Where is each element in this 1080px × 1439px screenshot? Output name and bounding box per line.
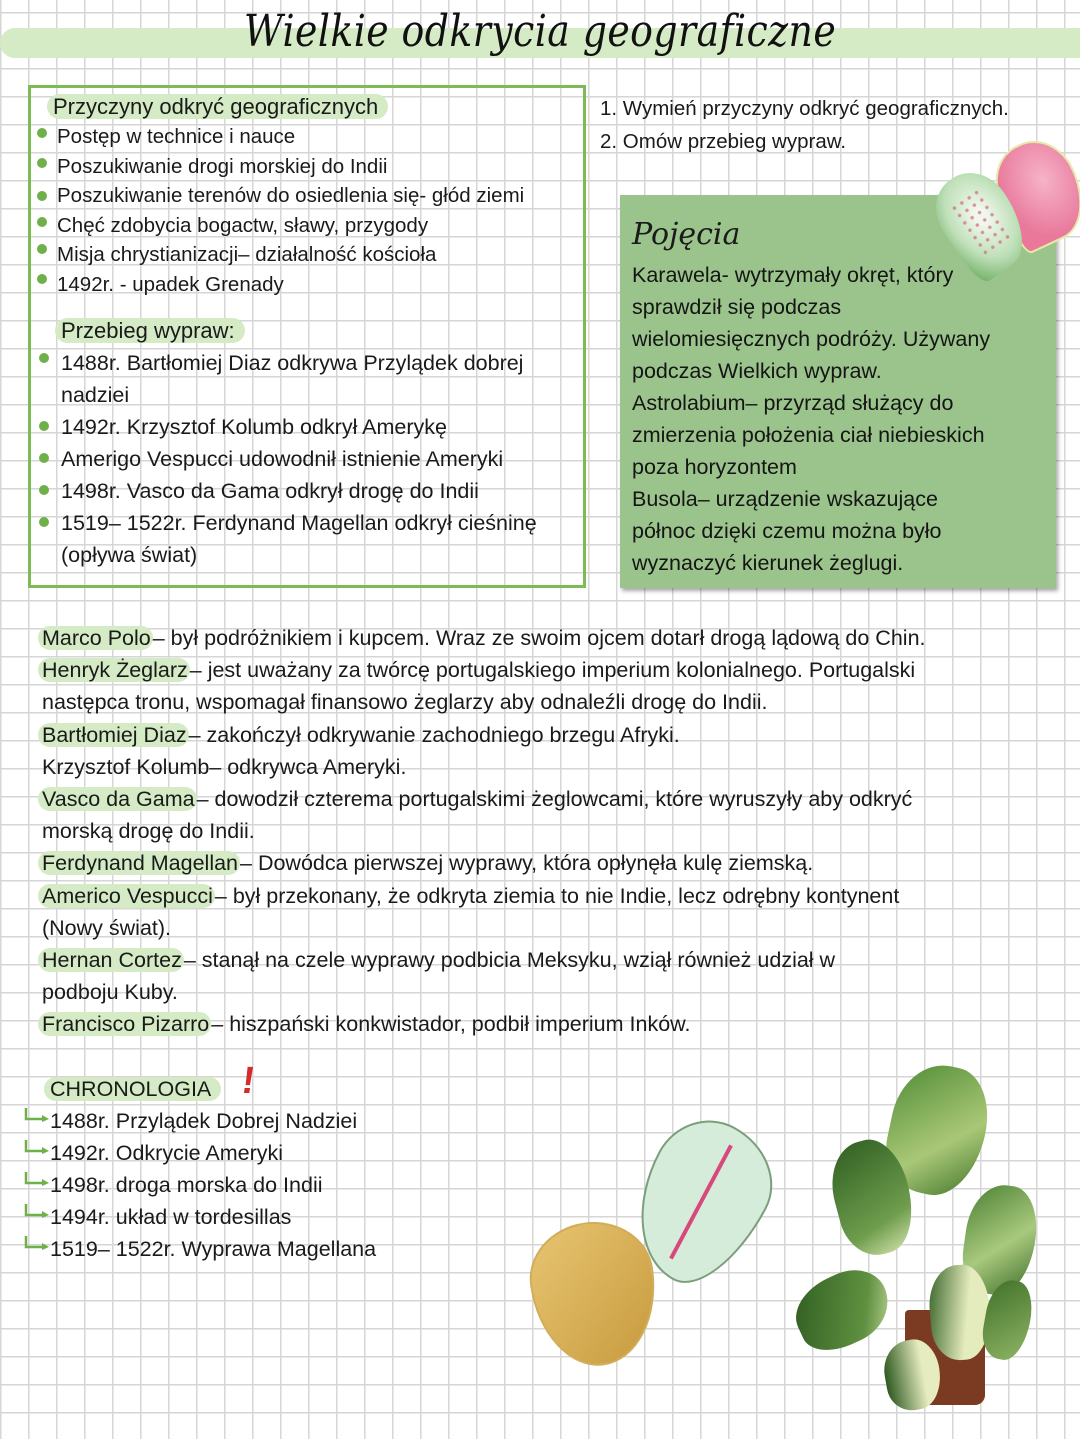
concept-line: wyznaczyć kierunek żeglugi. [632, 551, 904, 575]
causes-expeditions-box [28, 85, 586, 588]
list-item [31, 411, 576, 443]
list-item-text: Amerigo Vespucci udowodnił istnienie Ameryki [61, 447, 504, 471]
list-item [31, 507, 576, 571]
list-item [35, 181, 575, 211]
list-item [31, 347, 576, 411]
bullet-dot-icon [37, 158, 47, 168]
bullet-dot-icon [37, 128, 47, 138]
person-entry [42, 719, 1052, 751]
concept-line: sprawdził się podczas [632, 295, 842, 319]
person-name: Krzysztof Kolumb [42, 754, 210, 779]
list-item-text: Misja chrystianizacji– działalność kościoła [57, 243, 437, 267]
person-desc: – był podróżnikiem i kupcem. Wraz ze swoim ojcem dotarł drogą lądową do Chin. [152, 626, 926, 650]
concept-line: wielomiesięcznych podróży. Używany [632, 327, 991, 351]
concepts-title: Pojęcia [632, 217, 741, 252]
list-item-text: Chęć zdobycia bogactw, sławy, przygody [57, 213, 429, 237]
person-entry [42, 847, 1052, 879]
person-entry [42, 783, 1052, 815]
chronology-item-text: 1498r. droga morska do Indii [50, 1173, 323, 1197]
list-item-text: 1519– 1522r. Ferdynand Magellan odkrył cieśninę (opływa świat) [61, 511, 537, 567]
bullet-dot-icon [39, 353, 49, 363]
person-desc: – odkrywca Ameryki. [209, 754, 407, 779]
expeditions-section [61, 316, 245, 346]
concept-line: zmierzenia położenia ciał niebieskich [632, 423, 985, 447]
person-name: Bartłomiej Diaz [38, 723, 189, 747]
list-item [35, 122, 575, 152]
person-name: Hernan Cortez [38, 948, 184, 972]
list-item-text: Poszukiwanie drogi morskiej do Indii [57, 154, 388, 178]
exclamation-mark-icon: ! [239, 1060, 258, 1102]
causes-heading [53, 92, 388, 122]
person-entry-continued: podboju Kuby. [42, 980, 178, 1005]
chronology-list [24, 1105, 376, 1265]
question-item: 1. Wymień przyczyny odkryć geograficznych. [600, 97, 1009, 120]
page-title: Wielkie odkrycia geograficzne [243, 6, 837, 57]
person-entry [42, 654, 1052, 686]
person-entry [42, 751, 1052, 783]
list-item [35, 211, 575, 241]
bullet-dot-icon [39, 517, 49, 527]
person-desc: – stanął na czele wyprawy podbicia Meksyku, wziął również udział w [183, 948, 836, 973]
people-section [42, 622, 1052, 1041]
list-item [31, 443, 576, 475]
concept-line: podczas Wielkich wypraw. [632, 359, 882, 383]
bullet-dot-icon [37, 217, 47, 227]
concepts-text [632, 259, 1052, 579]
concept-line: Karawela- wytrzymały okręt, który [632, 263, 954, 287]
person-desc: – jest uważany za twórcę portugalskiego imperium kolonialnego. Portugalski [189, 658, 916, 683]
chronology-heading [50, 1074, 221, 1104]
chronology-item [24, 1137, 376, 1169]
chronology-item [24, 1169, 376, 1201]
list-item [31, 475, 576, 507]
bullet-dot-icon [39, 453, 49, 463]
question-item: 2. Omów przebieg wypraw. [600, 130, 847, 153]
chronology-heading-text: CHRONOLOGIA [44, 1077, 221, 1101]
chronology-item-text: 1488r. Przylądek Dobrej Nadziei [50, 1109, 358, 1133]
chronology-item [24, 1233, 376, 1265]
person-name: Henryk Żeglarz [38, 658, 190, 682]
list-item [35, 270, 575, 300]
chronology-item-text: 1494r. układ w tordesillas [50, 1205, 292, 1229]
person-entry-continued: (Nowy świat). [42, 915, 172, 940]
person-desc: – hiszpański konkwistador, podbił imperium Inków. [211, 1012, 691, 1037]
bullet-dot-icon [39, 485, 49, 495]
expeditions-heading-text: Przebieg wypraw: [55, 318, 245, 343]
person-entry [42, 880, 1052, 912]
list-item-text: Poszukiwanie terenów do osiedlenia się- głód ziemi [57, 184, 525, 208]
person-name: Vasco da Gama [38, 787, 197, 811]
chronology-item-text: 1492r. Odkrycie Ameryki [50, 1141, 284, 1165]
questions-list [600, 92, 1009, 158]
person-desc: – zakończył odkrywanie zachodniego brzegu Afryki. [188, 722, 680, 747]
list-item [35, 240, 575, 270]
causes-heading-text: Przyczyny odkryć geograficznych [47, 94, 388, 119]
list-item-text: 1488r. Bartłomiej Diaz odkrywa Przylądek dobrej nadziei [61, 351, 524, 407]
causes-list [35, 122, 575, 300]
list-item-text: 1492r. Krzysztof Kolumb odkrył Amerykę [61, 415, 447, 439]
arrow-right-icon [24, 1107, 50, 1125]
arrow-right-icon [24, 1139, 50, 1157]
person-name: Ferdynand Magellan [38, 851, 240, 875]
person-entry [42, 1008, 1052, 1040]
list-item-text: 1498r. Vasco da Gama odkrył drogę do Indii [61, 479, 479, 503]
person-entry [42, 622, 1052, 654]
list-item [35, 152, 575, 182]
bullet-dot-icon [37, 191, 47, 201]
bullet-dot-icon [37, 274, 47, 284]
concept-line: Astrolabium– przyrząd służący do [632, 391, 954, 415]
arrow-right-icon [24, 1235, 50, 1253]
person-entry [42, 944, 1052, 976]
person-name: Francisco Pizarro [38, 1012, 211, 1036]
person-name: Americo Vespucci [38, 884, 215, 908]
concept-line: poza horyzontem [632, 455, 797, 479]
chronology-item [24, 1105, 376, 1137]
arrow-right-icon [24, 1171, 50, 1189]
arrow-right-icon [24, 1203, 50, 1221]
concept-line: północ dzięki czemu można było [632, 519, 942, 543]
bullet-dot-icon [39, 421, 49, 431]
person-desc: – był przekonany, że odkryta ziemia to nie Indie, lecz odrębny kontynent [214, 883, 900, 908]
person-entry-continued: następca tronu, wspomagał finansowo żeglarzy aby odnaleźli drogę do Indii. [42, 690, 768, 715]
causes-section [53, 92, 388, 122]
person-desc: – Dowódca pierwszej wyprawy, która opłynęła kulę ziemską. [240, 851, 814, 876]
chronology-item-text: 1519– 1522r. Wyprawa Magellana [50, 1237, 377, 1261]
expeditions-heading [61, 316, 245, 346]
bullet-dot-icon [37, 244, 47, 254]
person-name: Marco Polo [38, 626, 153, 650]
expeditions-list [31, 347, 576, 571]
person-entry-continued: morską drogę do Indii. [42, 819, 255, 844]
list-item-text: 1492r. - upadek Grenady [57, 272, 284, 296]
person-desc: – dowodził czterema portugalskimi żeglowcami, które wyruszyły aby odkryć [196, 787, 913, 812]
concept-line: Busola– urządzenie wskazujące [632, 487, 938, 511]
chronology-item [24, 1201, 376, 1233]
list-item-text: Postęp w technice i nauce [57, 125, 296, 148]
